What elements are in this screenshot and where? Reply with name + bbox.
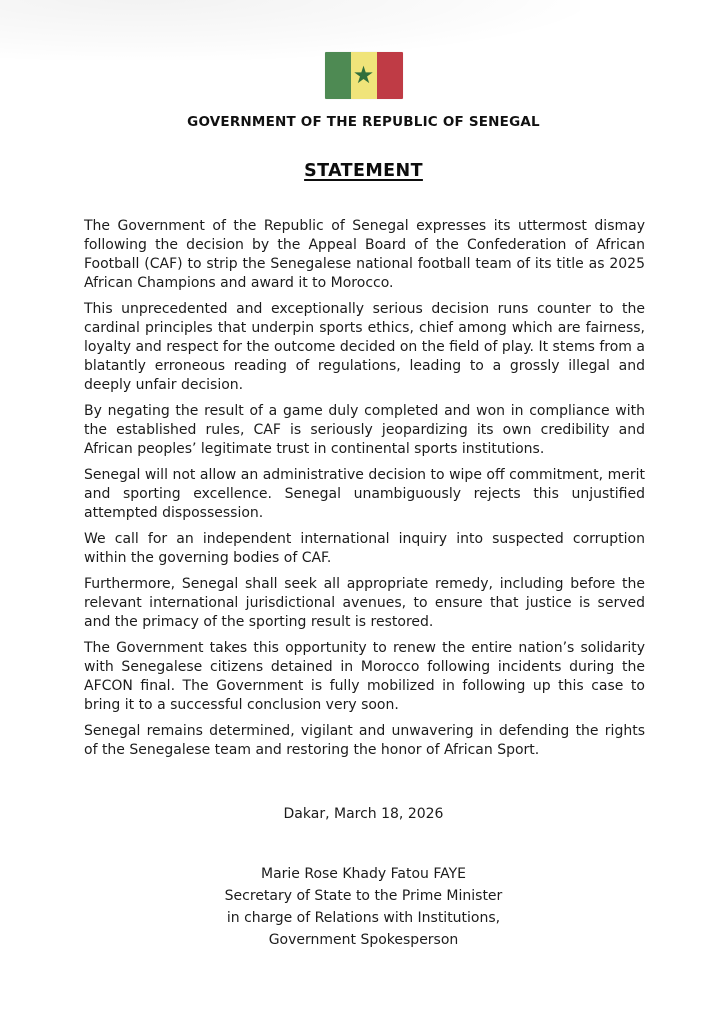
flag-star-icon: ★ bbox=[352, 60, 375, 89]
paragraph-8: Senegal remains determined, vigilant and unwavering in defending the rights of the Senegalese team and restoring the honor of African Sport. bbox=[84, 723, 645, 758]
paragraph-3: By negating the result of a game duly completed and won in compliance with the established rules, CAF is seriously jeopardizing its own credibility and African peoples’ legitimate trust in continental sports institutions. bbox=[84, 403, 645, 457]
document-title-text: STATEMENT bbox=[304, 161, 423, 181]
statement-body bbox=[84, 217, 645, 760]
paragraph-4: Senegal will not allow an administrative decision to wipe off commitment, merit and sporting excellence. Senegal unambiguously rejects this unjustified attempted dispossession. bbox=[84, 467, 645, 521]
paragraph-7: The Government takes this opportunity to renew the entire nation’s solidarity with Senegalese citizens detained in Morocco following incidents during the AFCON final. The Government is fully mobilized in following up this case to bring it to a successful conclusion very soon. bbox=[84, 640, 645, 713]
paragraph-6: Furthermore, Senegal shall seek all appropriate remedy, including before the relevant international jurisdictional avenues, to ensure that justice is served and the primacy of the sporting result is restored. bbox=[84, 576, 645, 630]
paragraph-2: This unprecedented and exceptionally serious decision runs counter to the cardinal principles that underpin sports ethics, chief among which are fairness, loyalty and respect for the outcome decided on the field of play. It stems from a blatantly erroneous reading of regulations, leading to a grossly illegal and deeply unfair decision. bbox=[84, 301, 645, 393]
flag-green-band bbox=[325, 52, 351, 99]
government-header: GOVERNMENT OF THE REPUBLIC OF SENEGAL bbox=[187, 114, 540, 130]
flag-red-band bbox=[377, 52, 403, 99]
paragraph-5: We call for an independent international inquiry into suspected corruption within the governing bodies of CAF. bbox=[84, 531, 645, 566]
dateline: Dakar, March 18, 2026 bbox=[283, 806, 444, 822]
paragraph-1: The Government of the Republic of Senegal expresses its uttermost dismay following the decision by the Appeal Board of the Confederation of African Football (CAF) to strip the Senegalese national football team of its title as 2025 African Champions and award it to Morocco. bbox=[84, 218, 645, 291]
signatory-title-line-3: Government Spokesperson bbox=[268, 932, 459, 948]
flag-yellow-band bbox=[351, 52, 377, 99]
signatory-title-line-1: Secretary of State to the Prime Minister bbox=[224, 888, 503, 904]
signature-block bbox=[0, 863, 727, 951]
senegal-flag bbox=[325, 52, 403, 99]
signatory-name: Marie Rose Khady Fatou FAYE bbox=[260, 866, 467, 882]
signatory-title-line-2: in charge of Relations with Institutions, bbox=[226, 910, 501, 926]
document-title bbox=[0, 161, 727, 181]
